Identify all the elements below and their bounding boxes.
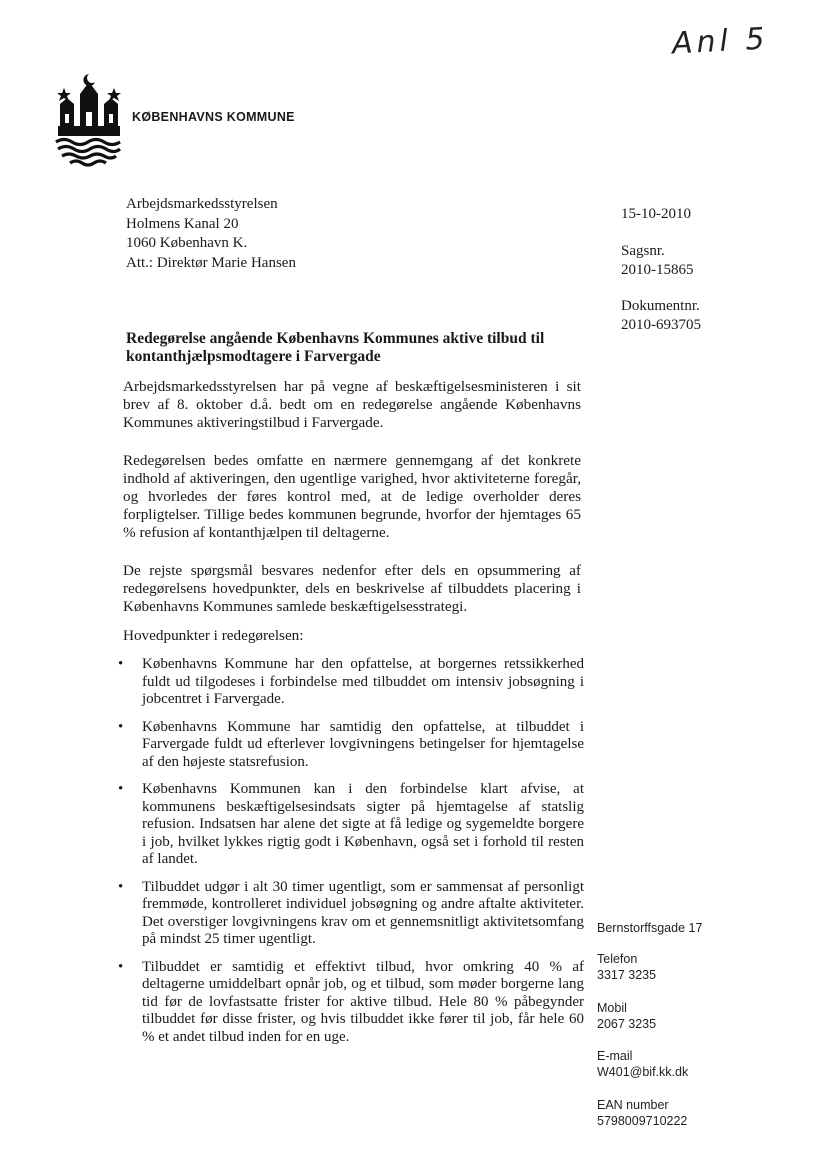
- case-number-block: [621, 242, 694, 280]
- organization-name: KØBENHAVNS KOMMUNE: [132, 110, 295, 124]
- list-item: [112, 719, 584, 772]
- mobile-number: 2067 3235: [597, 1016, 657, 1031]
- address-line: Att.: Direktør Marie Hansen: [126, 254, 296, 271]
- list-item: [112, 656, 584, 709]
- handwritten-annotation: Anl 5: [671, 21, 770, 62]
- contact-street: Bernstorffsgade 17: [597, 921, 703, 935]
- address-line: Arbejdsmarkedsstyrelsen: [126, 196, 278, 212]
- list-item-text: Københavns Kommune har samtidig den opfattelse, at tilbuddet i Farvergade fuldt ud efterlever lovgivningens betingelser for hjemtagelse af den højeste statsrefusion.: [142, 718, 584, 770]
- bullet-icon: •: [118, 781, 124, 797]
- bullet-icon: •: [118, 656, 124, 672]
- case-number: 2010-15865: [621, 262, 694, 278]
- phone-label: Telefon: [597, 952, 638, 966]
- list-item: [112, 781, 584, 869]
- phone-number: 3317 3235: [597, 967, 657, 982]
- address-line: 1060 København K.: [126, 235, 248, 251]
- contact-email-block: [597, 1049, 688, 1080]
- contact-phone-block: [597, 952, 656, 983]
- contact-ean-block: [597, 1098, 687, 1129]
- list-item: [112, 959, 584, 1047]
- body-paragraph: De rejste spørgsmål besvares nedenfor efter dels en opsummering af redegørelsens hovedpunkter, dels en beskrivelse af tilbuddets placering i Københavns Kommunes samlede beskæftigelsesstrategi.: [123, 562, 581, 615]
- ean-number: 5798009710222: [597, 1113, 688, 1128]
- email-label: E-mail: [597, 1049, 633, 1063]
- mobile-label: Mobil: [597, 1001, 627, 1015]
- address-line: Holmens Kanal 20: [126, 215, 239, 232]
- ean-label: EAN number: [597, 1098, 669, 1112]
- body-paragraph: Redegørelsen bedes omfatte en nærmere gennemgang af det konkrete indhold af aktiveringen, den ugentlige varighed, hvor aktiviteterne foregår, og hvorledes der føres kontrol med, at de ledige overholder deres forpligtelser. Tillige bedes kommunen begrunde, hvorfor der hjemtages 65 % refusion af kontanthjælpen til deltagerne.: [123, 452, 581, 541]
- bullet-icon: •: [118, 958, 124, 975]
- list-item-text: Tilbuddet udgør i alt 30 timer ugentligt, som er sammensat af personligt fremmøde, kontrolleret individuel jobsøgning og andre aftalte aktiviteter. Det overstiger lovgivningens krav om et gennemsnitligt aktivitetsomfang på mindst 25 timer ugentligt.: [142, 878, 584, 947]
- document-number-block: [621, 297, 701, 335]
- section-heading: Hovedpunkter i redegørelsen:: [123, 627, 304, 644]
- list-item: [112, 879, 584, 949]
- bullet-icon: •: [118, 878, 124, 895]
- list-item-text: Københavns Kommunen kan i den forbindelse klart afvise, at kommunens beskæftigelsesindsats sigter på hjemtagelse af statslig refusion. Indsatsen har alene det sigte at få ledige og sygemeldte borgere i job, hvilket lykkes rigtig godt i København, også set i forhold til resten af landet.: [142, 781, 584, 867]
- recipient-address: [126, 195, 296, 273]
- list-item-text: Tilbuddet er samtidig et effektivt tilbud, hvor omkring 40 % af deltagerne umiddelbart opnår job, og et tilbud, som møder borgerne lang tid før de lovfastsatte frister for aktive tilbud. Hele 80 % påbegynder tilbuddet før disse frister, og hvis tilbuddet ikke fører til job, får hele 60 % et andet tilbud inden for en uge.: [142, 958, 584, 1045]
- email-address: W401@bif.kk.dk: [597, 1064, 689, 1079]
- coat-of-arms-logo: [52, 68, 126, 168]
- list-item-text: Københavns Kommune har den opfattelse, at borgernes retssikkerhed fuldt ud tilgodeses i forbindelse med tilbuddet om intensiv jobsøgning i jobcentret i Farvergade.: [142, 656, 584, 707]
- contact-mobile-block: [597, 1001, 656, 1032]
- document-number: 2010-693705: [621, 317, 701, 333]
- bullet-icon: •: [118, 718, 124, 735]
- key-points-list: [112, 656, 584, 1056]
- body-paragraph: Arbejdsmarkedsstyrelsen har på vegne af beskæftigelsesministeren i sit brev af 8. oktober d.å. bedt om en redegørelse angående Københavns Kommunes aktiveringstilbud i Farvergade.: [123, 378, 581, 431]
- letter-date: 15-10-2010: [621, 206, 691, 222]
- document-number-label: Dokumentnr.: [621, 298, 700, 314]
- letter-title: Redegørelse angående Københavns Kommunes aktive tilbud til kontanthjælpsmodtagere i Farvergade: [126, 330, 545, 365]
- case-number-label: Sagsnr.: [621, 243, 665, 259]
